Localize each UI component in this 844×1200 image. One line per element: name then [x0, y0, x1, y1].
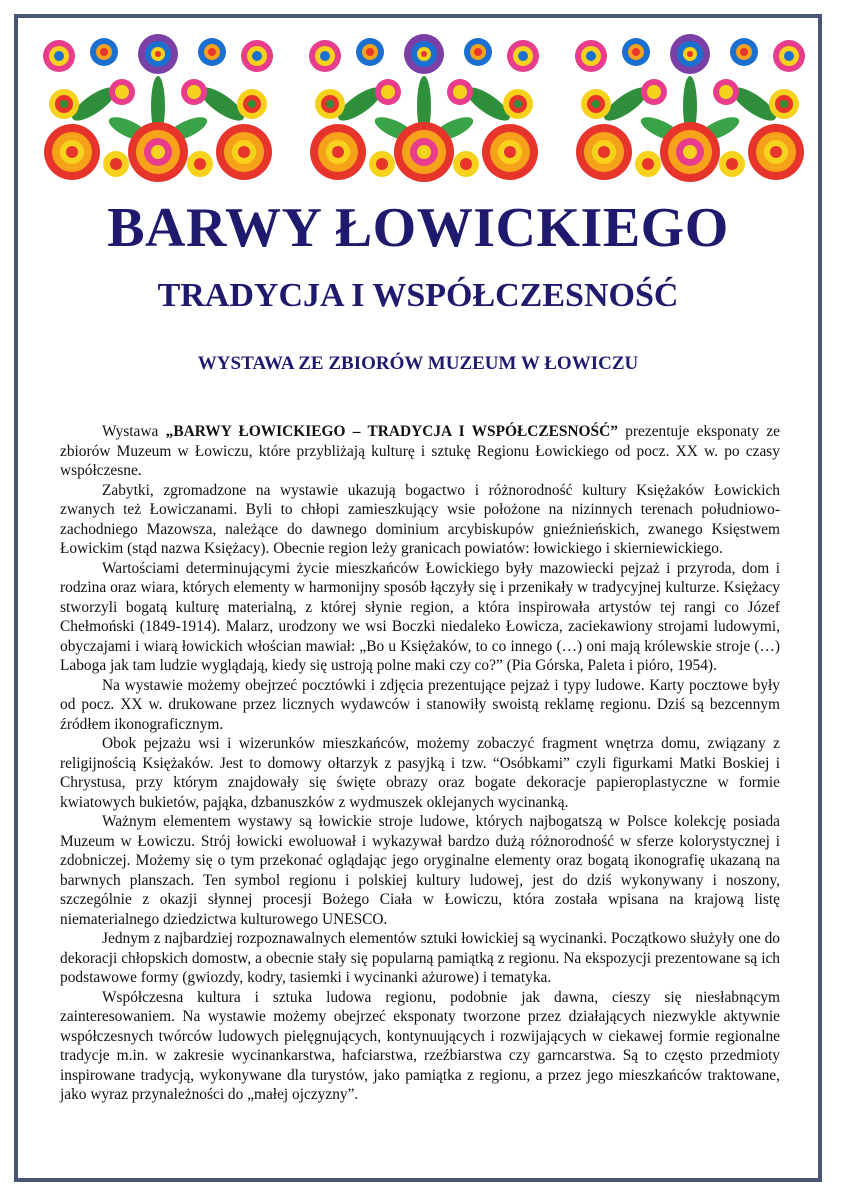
paragraph-text: Współczesna kultura i sztuka ludowa regionu, podobnie jak dawna, cieszy się niesłabnącym zainteresowaniem. Na wystawie możemy obejrzeć eksponaty tworzone przez działających niezwykle aktywnie współczesnych twórców ludowych pielęgnujących, kontynuujących i rozwijających w ciekawej formie regionalne tradycje m.in. w zakresie wycinankarstwa, hafciarstwa, rzeźbiarstwa czy garncarstwa. Są to często przedmioty inspirowane tradycją, wykonywane dla turystów, jako pamiątka z regionu, a przez jego mieszkańców traktowane, jako wyraz przynależności do „małej ojczyzny”. [60, 988, 780, 1103]
intro-text: prezentuje eksponaty ze zbiorów Muzeum w Łowiczu, które przybliżają kulturę i sztukę Regionu Łowickiego od pocz. XX w. po czasy współczesne. [60, 423, 780, 479]
paragraph-text: Ważnym elementem wystawy są łowickie stroje ludowe, których najbogatszą w Polsce kolekcję posiada Muzeum w Łowiczu. Strój łowicki ewoluował i wykazywał bardzo dużą różnorodność w sferze kolorystycznej i zdobniczej. Możemy się o tym przekonać oglądając jego oryginalne elementy oraz bogatą ikonografię ukazaną na barwnych planszach. Ten symbol regionu i polskiej kultury ludowej, jest do dziś wykonywany i noszony, szczególnie z okazji słynnej procesji Bożego Ciała w Łowiczu, która została wpisana na krajową listę niematerialnego dziedzictwa kulturowego UNESCO. [60, 813, 780, 928]
body-text [60, 422, 780, 1105]
ornament-row [34, 34, 814, 184]
paragraph-text: Jednym z najbardziej rozpoznawalnych elementów sztuki łowickiej są wycinanki. Początkowo służyły one do dekoracji chłopskich domostw, a obecnie stały się popularną pamiątką z regionu. Na ekspozycji prezentowane są ich podstawowe formy (gwiozdy, kodry, tasiemki i wycinanki ażurowe) i tematyka. [60, 930, 780, 986]
intro-lead: Wystawa [102, 423, 166, 440]
intro-exhibition-name: „BARWY ŁOWICKIEGO – TRADYCJA I WSPÓŁCZESNOŚĆ” [165, 423, 618, 440]
exhibition-tagline: WYSTAWA ZE ZBIORÓW MUZEUM W ŁOWICZU [197, 353, 639, 374]
page-subtitle: TRADYCJA I WSPÓŁCZESNOŚĆ [157, 277, 679, 314]
floral-ornament-center [300, 34, 548, 184]
floral-ornament-left [34, 34, 282, 184]
poster-frame [14, 14, 822, 1182]
page-title: BARWY ŁOWICKIEGO [107, 197, 729, 259]
paragraph-intro [60, 422, 780, 481]
paragraph-text: Obok pejzażu wsi i wizerunków mieszkańców, możemy zobaczyć fragment wnętrza domu, związany z religijnością Księżaków. Jest to domowy ołtarzyk z pasyjką i tzw. “Osóbkami” czyli figurkami Matki Boskiej i Chrystusa, przy którym znajdowały się święte obrazy oraz bogate dekoracje papieroplastyczne w formie kwiatowych bukietów, pająka, dzbanuszków z wydmuszek oklejanych wycinanką. [60, 735, 780, 811]
paragraph-text: Wartościami determinującymi życie mieszkańców Łowickiego były mazowiecki pejzaż i przyroda, dom i rodzina oraz wiara, których elementy w harmonijny sposób łączyły się i przenikały w tradycyjnej kulturze. Księżacy stworzyli bogatą kulturę materialną, z której słynie region, a która inspirowała artystów tej rangi co Józef Chełmoński (1849-1914). Malarz, urodzony we wsi Boczki niedaleko Łowicza, zaciekawiony strojami ludowymi, obyczajami i wiarą łowickich włościan mawiał: „Bo u Księżaków, to co innego (…) oni mają królewskie stroje (…) Laboga jak tam ludzie wyglądają, kiedy się ustroją polne maki czy co?” (Pia Górska, Paleta i pióro, 1954). [60, 559, 780, 674]
paragraph-text: Zabytki, zgromadzone na wystawie ukazują bogactwo i różnorodność kultury Księżaków Łowickich zwanych też Łowiczanami. Byli to chłopi zamieszkujący wsie położone na nizinnych terenach południowo-zachodniego Mazowsza, należące do dawnego dominium arcybiskupów gnieźnieńskich, zwanego Księstwem Łowickim (stąd nazwa Księżacy). Obecnie region leży granicach powiatów: łowickiego i skierniewickiego. [60, 481, 780, 557]
floral-ornament-right [566, 34, 814, 184]
paragraph-text: Na wystawie możemy obejrzeć pocztówki i zdjęcia prezentujące pejzaż i typy ludowe. Karty pocztowe były od pocz. XX w. drukowane przez licznych wydawców i stanowiły swoistą reklamę regionu. Dziś są bezcennym źródłem ikonograficznym. [60, 676, 780, 733]
